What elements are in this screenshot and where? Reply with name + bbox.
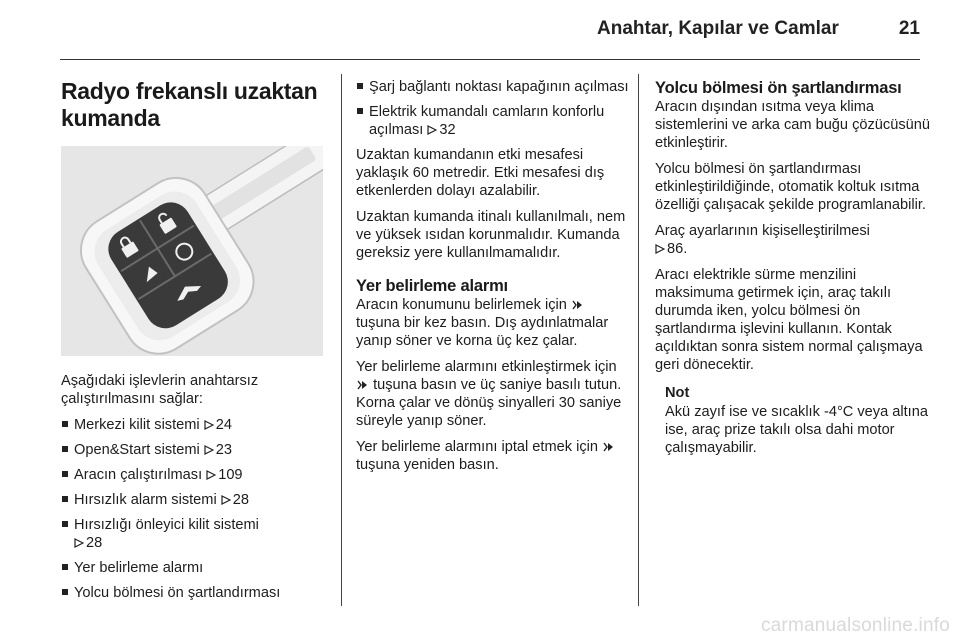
list-item: Şarj bağlantı noktası kapağının açılması [356, 78, 631, 96]
page-ref-arrow-icon [206, 470, 216, 480]
care-paragraph: Uzaktan kumanda itinalı kullanılmalı, nem ve yüksek ısıdan korunmalıdır. Kumanda gereksiz yere kullanılmamalıdır. [356, 209, 626, 261]
page-ref-arrow-icon [204, 445, 214, 455]
locator-paragraph-1: Aracın konumunu belirlemek için tuşuna bir kez basın. Dış aydınlatmalar yanıp söner ve korna üç kez çalar. [356, 297, 609, 349]
running-title: Anahtar, Kapılar ve Camlar [597, 18, 839, 39]
list-item: Merkezi kilit sistemi 24 [61, 416, 326, 434]
feature-list [61, 416, 326, 602]
remote-key-illustration [61, 146, 323, 356]
watermark: carmanualsonline.info [760, 615, 950, 636]
page-ref-arrow-icon [204, 420, 214, 430]
list-item: Hırsızlığı önleyici kilit sistemi 28 [61, 516, 326, 552]
locator-key-icon [603, 441, 614, 453]
remote-key-figure [61, 146, 323, 356]
column-2 [356, 78, 631, 482]
page-ref-arrow-icon [655, 244, 665, 254]
preconditioning-paragraph-2: Yolcu bölmesi ön şartlandırması etkinleştirildiğinde, otomatik koltuk ısıtma özelliği çalışacak şekilde programlanabilir. [655, 161, 926, 213]
column-divider [341, 74, 342, 606]
list-item: Open&Start sistemi 23 [61, 441, 326, 459]
locator-key-icon [572, 299, 583, 311]
locator-paragraph-2: Yer belirleme alarmını etkinleştirmek için tuşuna basın ve üç saniye basılı tutun. Korna çalar ve dönüş sinyalleri 30 saniye süreyle yanıp söner. [356, 359, 622, 429]
note-title: Not [665, 385, 690, 401]
page-header [60, 18, 920, 48]
section-heading-remote: Radyo frekanslı uzaktan kumanda [61, 78, 318, 131]
preconditioning-paragraph-3: Araç ayarlarının kişiselleştirilmesi 86. [655, 223, 870, 257]
locator-paragraph-3: Yer belirleme alarmını iptal etmek için tuşuna yeniden basın. [356, 438, 631, 474]
page-number: 21 [898, 18, 920, 39]
note-text: Akü zayıf ise ve sıcaklık -4°C veya altına ise, araç prize takılı olsa dahi motor çalışmayabilir. [665, 404, 928, 456]
column-divider [638, 74, 639, 606]
list-item: Yolcu bölmesi ön şartlandırması [61, 584, 326, 602]
page-ref-arrow-icon [74, 538, 84, 548]
list-item: Aracın çalıştırılması 109 [61, 466, 326, 484]
header-rule [60, 59, 920, 60]
column-1 [61, 78, 326, 609]
section-heading-locator: Yer belirleme alarmı [356, 277, 508, 295]
list-item: Elektrik kumandalı camların konforlu açılması 32 [356, 103, 631, 139]
section-heading-preconditioning: Yolcu bölmesi ön şartlandırması [655, 79, 902, 97]
column-3 [655, 78, 930, 457]
locator-key-icon [357, 379, 368, 391]
note-box [665, 384, 930, 457]
page-ref-arrow-icon [427, 125, 437, 135]
list-item: Yer belirleme alarmı [61, 559, 326, 577]
list-item: Hırsızlık alarm sistemi 28 [61, 491, 326, 509]
preconditioning-paragraph-4: Aracı elektrikle sürme menzilini maksimuma getirmek için, araç takılı durumda iken, yolcu bölmesi ön şartlandırma işlevini kullanın. Kontak açıldıktan sonra sistem normal çalışmaya geri dönecektir. [655, 267, 923, 373]
range-paragraph: Uzaktan kumandanın etki mesafesi yaklaşık 60 metredir. Etki mesafesi dış etkenlerden dolayı azalabilir. [356, 147, 605, 199]
feature-list-continued [356, 78, 631, 139]
page-ref-arrow-icon [221, 495, 231, 505]
intro-paragraph: Aşağıdaki işlevlerin anahtarsız çalıştırılmasını sağlar: [61, 373, 259, 407]
preconditioning-paragraph-1: Aracın dışından ısıtma veya klima sistemlerini ve arka cam buğu çözücüsünü etkinleştirir. [655, 99, 930, 151]
